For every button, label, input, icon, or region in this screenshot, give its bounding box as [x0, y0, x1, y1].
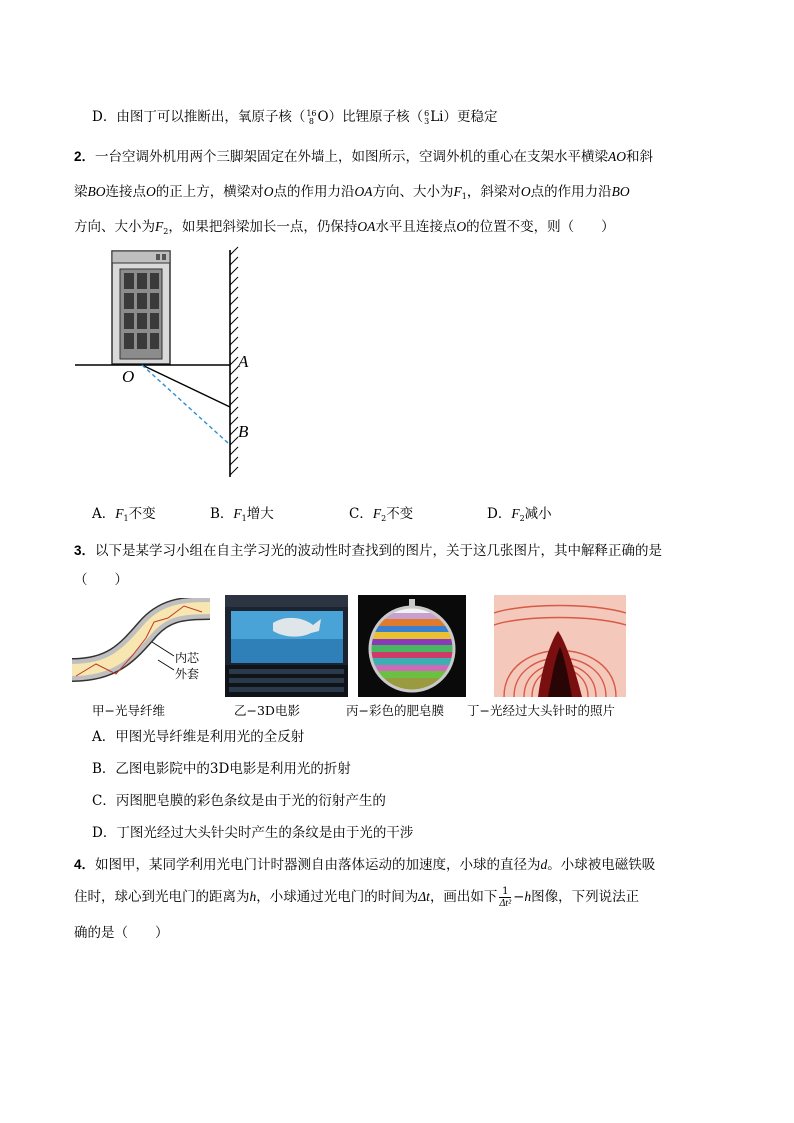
q4-line-2: 住时，球心到光电门的距离为h，小球通过光电门的时间为Δt，画出如下 $\frac{1}{\text{Δt²}} -h$图像，下列说法正	[74, 886, 640, 909]
q2-line-1: 2．一台空调外机用两个三脚架固定在外墙上，如图所示，空调外机的重心在支架水平横梁AO和斜	[74, 149, 654, 165]
q3-line-2: （ ）	[74, 572, 128, 588]
q4-line-3: 确的是（ ）	[74, 925, 169, 941]
pin-diffraction-image	[494, 595, 626, 697]
extended-beam-dashed	[142, 365, 228, 443]
slanted-beam-bo	[142, 365, 230, 407]
q3-option-a[interactable]: A．甲图光导纤维是利用光的全反射	[92, 729, 305, 745]
q2-line-3: 方向、大小为$F_2$，如果把斜梁加长一点，仍保持OA水平且连接点O的位置不变，则（ ）	[74, 219, 615, 236]
q3-line-1: 3．以下是某学习小组在自主学习光的波动性时查找到的图片，关于这几张图片，其中解释正确的是	[74, 543, 663, 559]
fiber-inner-label: 内芯	[175, 651, 200, 665]
lithium-nuclide-numbers: 6 3	[424, 108, 430, 126]
q2-option-b[interactable]: B．$F_1$增大	[210, 506, 274, 523]
fiber-outer-label: 外套	[175, 667, 200, 681]
fiber-optic-image	[72, 598, 212, 694]
3d-cinema-image	[225, 595, 348, 697]
label-o: O	[122, 367, 135, 386]
q2-option-c[interactable]: C．$F_2$不变	[349, 506, 414, 523]
oxygen-nuclide-numbers: 16 8	[306, 108, 317, 126]
q3-option-d[interactable]: D．丁图光经过大头针尖时产生的条纹是由于光的干涉	[92, 825, 414, 841]
q3-option-b[interactable]: B．乙图电影院中的3D电影是利用光的折射	[92, 761, 351, 777]
q4-line-1: 4．如图甲，某同学利用光电门计时器测自由落体运动的加速度，小球的直径为d。小球被电磁铁吸	[74, 857, 656, 873]
label-b: B	[238, 422, 249, 441]
caption-pin: 丁−光经过大头针时的照片	[467, 703, 615, 718]
caption-fiber: 甲−光导纤维	[92, 703, 165, 718]
caption-soap-film: 丙−彩色的肥皂膜	[346, 703, 444, 718]
caption-3d-movie: 乙−3D电影	[234, 703, 300, 718]
soap-film-image	[358, 595, 466, 697]
air-conditioner-unit	[112, 251, 170, 364]
wall-hatching	[230, 247, 238, 475]
q2-line-2: 梁BO连接点O的正上方，横梁对O点的作用力沿OA方向、大小为$F_1$，斜梁对O点的作用力沿BO	[74, 184, 630, 201]
q3-option-c[interactable]: C．丙图肥皂膜的彩色条纹是由于光的衍射产生的	[92, 793, 386, 809]
q2-option-a[interactable]: A．$F_1$不变	[92, 506, 156, 523]
q2-bracket-figure	[70, 245, 280, 485]
label-a: A	[238, 352, 249, 371]
q2-option-d[interactable]: D．$F_2$减小	[487, 506, 552, 523]
q1-option-d: D．由图丁可以推断出，氧原子核（16 8 O）比锂原子核（6 3Li）更稳定	[92, 108, 498, 126]
inverse-dt-squared: $\frac{1}{\text{Δt²}}$	[499, 886, 512, 909]
